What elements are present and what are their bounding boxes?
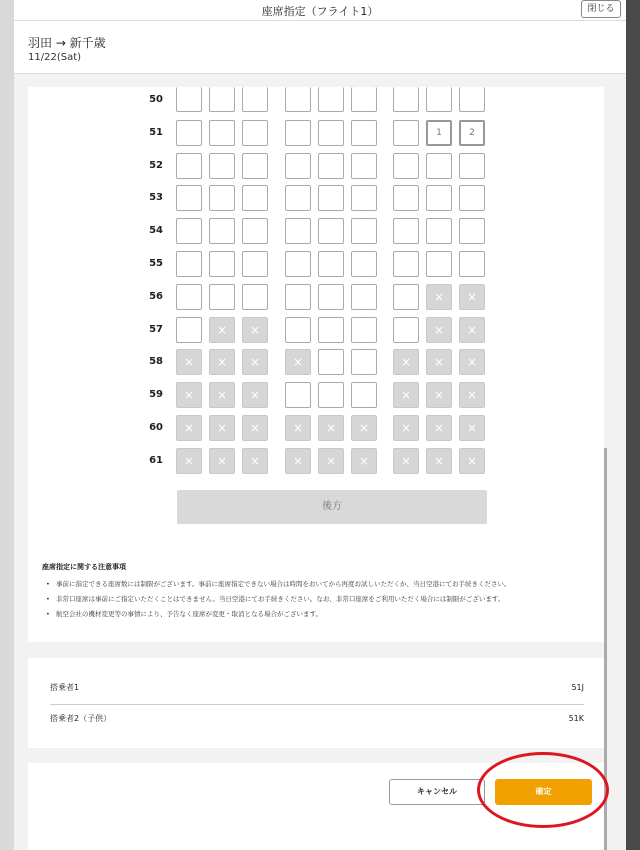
note-item: • 非常口座席は事前にご指定いただくことはできません。当日空港にてお手続きください。なお、非常口座席をご利用いただく場合には制限がございます。 <box>42 592 602 607</box>
seat-available[interactable] <box>209 153 235 179</box>
seat-available[interactable] <box>459 251 485 277</box>
seat-available[interactable] <box>426 185 452 211</box>
seat-available[interactable] <box>351 349 377 375</box>
seat-available[interactable] <box>426 153 452 179</box>
seat-available[interactable] <box>351 153 377 179</box>
seat-available[interactable] <box>318 218 344 244</box>
note-item: • 航空会社の機材変更等の事情により、予告なく座席が変更・取消となる場合がございます。 <box>42 607 602 622</box>
seat-occupied: × <box>459 448 485 474</box>
cancel-button[interactable]: キャンセル <box>389 779 485 805</box>
seat-available[interactable] <box>351 317 377 343</box>
seat-available[interactable] <box>351 382 377 408</box>
seat-occupied: × <box>393 382 419 408</box>
seat-occupied: × <box>426 448 452 474</box>
seat-available[interactable] <box>393 87 419 112</box>
row-number: 53 <box>149 192 163 204</box>
seat-available[interactable] <box>242 153 268 179</box>
notes-heading: 座席指定に関する注意事項 <box>42 563 126 571</box>
seat-occupied: × <box>242 382 268 408</box>
seat-occupied: × <box>426 317 452 343</box>
seat-occupied: × <box>176 448 202 474</box>
row-number: 56 <box>149 290 163 302</box>
seat-occupied: × <box>209 382 235 408</box>
seat-available[interactable] <box>351 87 377 112</box>
seat-occupied: × <box>318 415 344 441</box>
seat-available[interactable] <box>351 185 377 211</box>
seat-occupied: × <box>426 349 452 375</box>
seat-available[interactable] <box>242 251 268 277</box>
passenger-label: 搭乗者1 <box>50 683 80 692</box>
modal-footer <box>28 763 604 850</box>
seat-available[interactable] <box>393 153 419 179</box>
seat-available[interactable] <box>318 120 344 146</box>
seat-occupied: × <box>426 382 452 408</box>
seat-available[interactable] <box>285 317 311 343</box>
seat-available[interactable] <box>393 284 419 310</box>
seat-occupied: × <box>285 415 311 441</box>
row-number: 59 <box>149 389 163 401</box>
background-overlay-left <box>0 0 14 850</box>
seat-available[interactable] <box>209 87 235 112</box>
seat-available[interactable] <box>209 284 235 310</box>
row-number: 58 <box>149 356 163 368</box>
seat-occupied: × <box>242 349 268 375</box>
row-number: 60 <box>149 422 163 433</box>
seat-available[interactable] <box>176 218 202 244</box>
seat-available[interactable] <box>426 218 452 244</box>
seat-occupied: × <box>176 349 202 375</box>
passenger-seat: 51K <box>568 714 584 723</box>
seat-available[interactable] <box>176 185 202 211</box>
row-number: 50 <box>149 94 163 105</box>
passenger-row <box>50 673 584 703</box>
seat-occupied: × <box>351 415 377 441</box>
background-overlay-right <box>626 0 640 850</box>
seat-available[interactable] <box>426 251 452 277</box>
seat-available[interactable] <box>176 317 202 343</box>
seat-available[interactable] <box>351 251 377 277</box>
seat-occupied: × <box>459 284 485 310</box>
seat-available[interactable] <box>351 120 377 146</box>
seat-available[interactable] <box>209 218 235 244</box>
seat-available[interactable] <box>318 382 344 408</box>
seat-available[interactable] <box>318 185 344 211</box>
seat-occupied: × <box>459 415 485 441</box>
scrollbar-thumb[interactable] <box>604 448 607 850</box>
close-button[interactable]: 閉じる <box>581 0 621 18</box>
confirm-button[interactable]: 確定 <box>495 779 592 805</box>
row-number: 61 <box>149 454 163 466</box>
seat-available[interactable] <box>242 218 268 244</box>
seat-available[interactable] <box>318 349 344 375</box>
seat-available[interactable] <box>285 185 311 211</box>
seat-available[interactable] <box>459 185 485 211</box>
row-number: 55 <box>149 258 163 269</box>
seat-occupied: × <box>393 415 419 441</box>
seat-occupied: × <box>393 448 419 474</box>
seat-occupied: × <box>242 415 268 441</box>
seat-available[interactable] <box>285 251 311 277</box>
seat-occupied: × <box>459 317 485 343</box>
seat-available[interactable] <box>176 87 202 112</box>
seat-occupied: × <box>176 382 202 408</box>
route-text: 羽田 → 新千歳 <box>28 36 106 50</box>
row-number: 51 <box>149 126 163 138</box>
notes-list <box>42 577 602 622</box>
seat-available[interactable] <box>393 120 419 146</box>
seat-occupied: × <box>459 349 485 375</box>
note-item: • 事前に指定できる座席数には制限がございます。事前に座席指定できない場合は時間をおいてから再度お試しいただくか、当日空港にてお手続きください。 <box>42 577 602 592</box>
seat-occupied: × <box>176 415 202 441</box>
seat-available[interactable] <box>242 284 268 310</box>
seat-available[interactable] <box>318 87 344 112</box>
modal-header <box>14 0 626 21</box>
seat-occupied: × <box>285 349 311 375</box>
seat-occupied: × <box>209 415 235 441</box>
seat-available[interactable] <box>351 218 377 244</box>
modal-title: 座席指定（フライト1） <box>261 5 379 18</box>
passenger-label: 搭乗者2（子供） <box>50 714 112 723</box>
seat-occupied: × <box>242 317 268 343</box>
seat-available[interactable] <box>351 284 377 310</box>
seat-available[interactable] <box>459 153 485 179</box>
seat-occupied: × <box>459 382 485 408</box>
seat-available[interactable] <box>318 284 344 310</box>
seat-occupied: × <box>209 317 235 343</box>
seat-occupied: × <box>285 448 311 474</box>
seat-occupied: × <box>318 448 344 474</box>
seat-available[interactable] <box>393 251 419 277</box>
seat-available[interactable] <box>209 251 235 277</box>
seat-selection-modal <box>14 0 626 850</box>
seat-available[interactable] <box>318 153 344 179</box>
passenger-row <box>50 704 584 734</box>
seat-available[interactable] <box>318 317 344 343</box>
seat-available[interactable] <box>209 185 235 211</box>
flight-route-bar <box>14 21 626 74</box>
seat-available[interactable] <box>393 185 419 211</box>
seat-available[interactable] <box>459 218 485 244</box>
seat-available[interactable] <box>318 251 344 277</box>
flight-date: 11/22(Sat) <box>28 52 82 63</box>
seat-available[interactable] <box>285 218 311 244</box>
seat-map <box>28 87 604 642</box>
seat-occupied: × <box>242 448 268 474</box>
seat-available[interactable] <box>459 87 485 112</box>
seat-available[interactable] <box>285 120 311 146</box>
seat-available[interactable] <box>209 120 235 146</box>
seat-available[interactable] <box>242 87 268 112</box>
seat-assigned[interactable]: 2 <box>459 120 485 146</box>
passenger-seat: 51J <box>571 683 584 692</box>
seat-available[interactable] <box>285 284 311 310</box>
seat-available[interactable] <box>285 382 311 408</box>
seat-occupied: × <box>209 349 235 375</box>
seat-available[interactable] <box>242 185 268 211</box>
row-number: 57 <box>149 323 163 335</box>
row-number: 52 <box>149 159 163 171</box>
seat-available[interactable] <box>426 87 452 112</box>
seat-available[interactable] <box>285 153 311 179</box>
passenger-seat-summary <box>28 658 604 748</box>
seat-occupied: × <box>351 448 377 474</box>
seat-available[interactable] <box>176 284 202 310</box>
seat-available[interactable] <box>176 251 202 277</box>
seat-occupied: × <box>393 349 419 375</box>
row-number: 54 <box>149 225 163 237</box>
seat-available[interactable] <box>176 120 202 146</box>
seat-available[interactable] <box>393 218 419 244</box>
seat-available[interactable] <box>176 153 202 179</box>
seat-available[interactable] <box>393 317 419 343</box>
seat-available[interactable] <box>285 87 311 112</box>
seat-occupied: × <box>426 415 452 441</box>
seat-assigned[interactable]: 1 <box>426 120 452 146</box>
rear-section-button[interactable]: 後方 <box>177 490 487 524</box>
seat-occupied: × <box>426 284 452 310</box>
seat-available[interactable] <box>242 120 268 146</box>
seat-occupied: × <box>209 448 235 474</box>
